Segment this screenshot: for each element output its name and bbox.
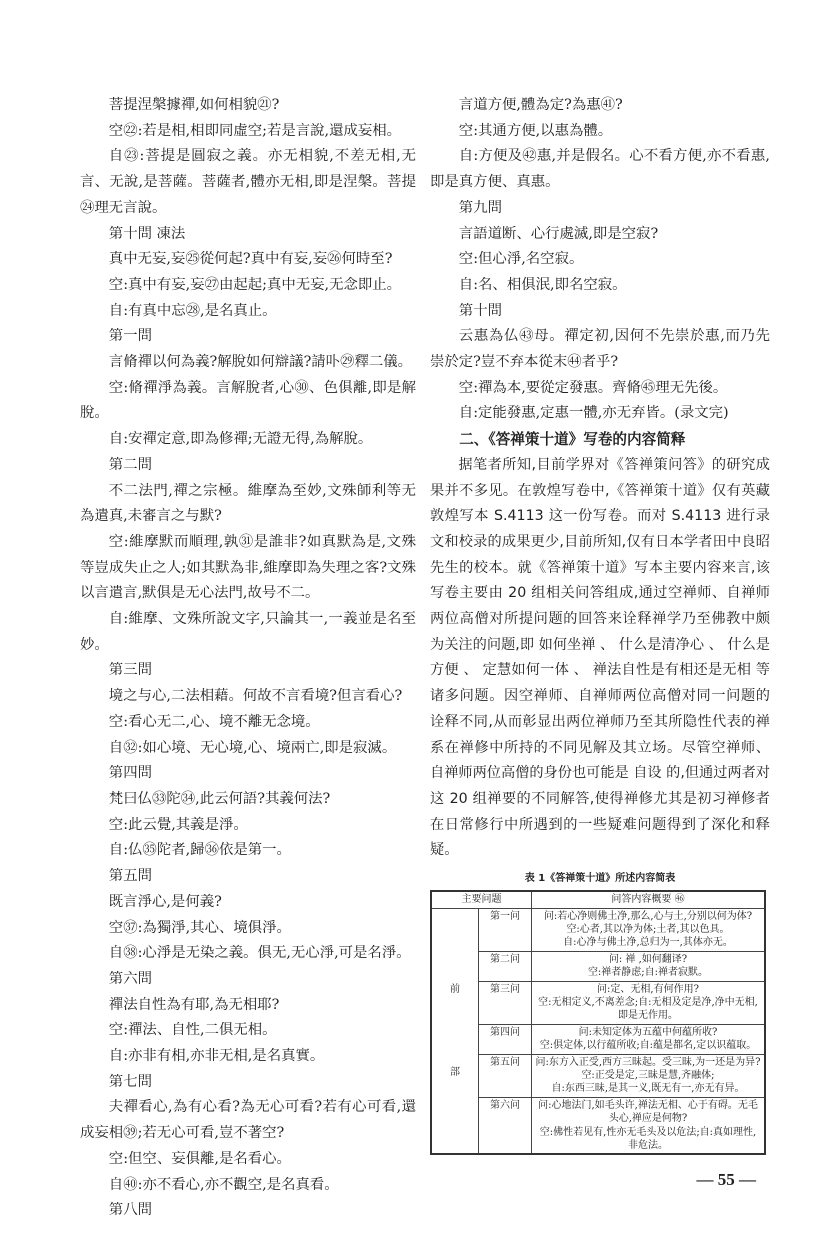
table-row — [431, 908, 765, 951]
summary-cell: 问:心地法门,如毛头许,禅法无相、心于有碍。无毛头心,禅应是何物? 空:佛性若见有,性亦无毛头及以危法;自:真如理性,非危法。 — [532, 1097, 766, 1154]
dialogue-paragraph: 空:其通方便,以惠為體。 — [458, 122, 613, 139]
right-column — [430, 93, 770, 1221]
summary-cell: 问:若心净则佛土净,那么,心与土,分别以何为体? 空:心者,其以净为体;土者,其以色具。 自:心净与佛土净,总归为一,其体亦无。 — [532, 908, 766, 951]
dialogue-paragraph: 空:但空、妄俱離,是名看心。 — [108, 1150, 291, 1167]
section-label-cell — [431, 908, 479, 1154]
question-number-cell: 第三问 — [479, 981, 532, 1024]
question-number-cell: 第六问 — [479, 1097, 532, 1154]
dialogue-paragraph: 自㉜:如心境、无心境,心、境兩亡,即是寂滅。 — [108, 739, 397, 756]
question-heading: 第五問 — [108, 868, 152, 885]
dialogue-paragraph: 空:維摩默而順理,孰㉛是誰非?如真默為是,文殊等豈成失止之人;如其默為非,維摩即為失理之客?文殊以言遣言,默俱是无心法門,故号不二。 — [80, 533, 416, 602]
dialogue-paragraph: 梵曰仏㉝陀㉞,此云何語?其義何法? — [108, 790, 331, 807]
dialogue-paragraph: 自:名、相俱泯,即名空寂。 — [458, 276, 627, 293]
dialogue-paragraph: 真中无妄,妄㉕從何起?真中有妄,妄㉖何時至? — [108, 251, 393, 268]
table-row — [431, 1054, 765, 1097]
dialogue-paragraph: 自:定能發惠,定惠一體,亦无弃皆。(录文完) — [458, 405, 729, 422]
question-number-cell: 第四问 — [479, 1024, 532, 1054]
section-label-char: 部 — [450, 1066, 460, 1078]
dialogue-paragraph: 菩提涅槃據禪,如何相貌㉑? — [108, 97, 280, 113]
dialogue-paragraph: 言脩禪以何為義?解脫如何辯議?請卟㉙釋二儀。 — [108, 354, 413, 371]
summary-cell: 问: 禅 ,如何翻译? 空:禅者静虑;自:禅者寂默。 — [532, 951, 766, 981]
table-caption: 表 1《答禅策十道》所述内容简表 — [524, 873, 676, 885]
table-row — [431, 1024, 765, 1054]
dialogue-paragraph: 自㊳:心淨是无染之義。俱无,无心淨,可是名淨。 — [108, 945, 411, 962]
question-heading: 第七問 — [108, 1073, 152, 1090]
question-heading: 第十問 — [458, 302, 502, 319]
page-number: — 55 — — [696, 1170, 756, 1190]
question-heading: 第三問 — [108, 662, 152, 679]
table-header-summary: 问答内容概要 ㊻ — [532, 891, 766, 908]
section-label-char: 前 — [450, 983, 460, 995]
dialogue-paragraph: 自:亦非有相,亦非无相,是名真實。 — [108, 1048, 325, 1065]
dialogue-paragraph: 空㉒:若是相,相即同虛空;若是言說,還成妄相。 — [108, 122, 402, 139]
dialogue-paragraph: 自:維摩、文殊所說文字,只論其一,一義並是名至妙。 — [80, 611, 416, 653]
dialogue-paragraph: 禪法自性為有耶,為无相耶? — [108, 996, 280, 1013]
dialogue-paragraph: 境之与心,二法相藉。何故不言看境?但言看心? — [108, 688, 403, 705]
dialogue-paragraph: 空:真中有妄,妄㉗由起起;真中无妄,无念即止。 — [108, 276, 402, 293]
dialogue-paragraph: 自:安禪定意,即為修禪;无證无得,為解脫。 — [108, 431, 373, 448]
dialogue-paragraph: 空:看心无二,心、境不離无念境。 — [108, 713, 320, 730]
summary-cell: 问:定、无相,有何作用? 空:无相定义,不离差念;自:无相及定是净,净中无相,即是无作用。 — [532, 981, 766, 1024]
table-row — [431, 951, 765, 981]
question-heading: 第九問 — [458, 199, 502, 216]
dialogue-paragraph: 空:但心淨,名空寂。 — [458, 251, 584, 268]
dialogue-paragraph: 言語道断、心行處滅,即是空寂? — [458, 225, 659, 242]
question-number-cell: 第一问 — [479, 908, 532, 951]
question-number-cell: 第二问 — [479, 951, 532, 981]
question-heading: 第一問 — [108, 328, 152, 345]
question-heading: 第四問 — [108, 765, 152, 782]
section-heading: 二、《答禅策十道》写卷的内容简释 — [459, 431, 686, 449]
dialogue-paragraph: 空㊲:為獨淨,其心、境俱淨。 — [108, 919, 291, 936]
dialogue-paragraph: 既言淨心,是何義? — [108, 893, 222, 910]
question-heading: 第六問 — [108, 970, 152, 987]
dialogue-paragraph: 空:禪為本,要從定發惠。齊脩㊺理无先後。 — [458, 379, 728, 396]
dialogue-paragraph: 夫禪看心,為有心看?為无心可看?若有心可看,還成妄相㊴;若无心可看,豈不著空? — [80, 1099, 416, 1142]
dialogue-paragraph: 空:脩禪淨為義。言解脫者,心㉚、色俱離,即是解脫。 — [80, 379, 416, 422]
dialogue-paragraph: 自:方便及㊷惠,并是假名。心不看方便,亦不看惠,即是真方便、真惠。 — [430, 148, 770, 191]
dialogue-paragraph: 言道方便,體為定?為惠㊶? — [458, 97, 623, 113]
question-number-cell: 第五问 — [479, 1054, 532, 1097]
summary-table — [430, 890, 766, 1155]
dialogue-paragraph: 空:禪法、自性,二俱无相。 — [108, 1022, 277, 1039]
dialogue-paragraph: 自㊵:亦不看心,亦不觀空,是名真看。 — [108, 1176, 339, 1193]
dialogue-paragraph: 云惠為仏㊸母。禪定初,因何不先崇於惠,而乃先崇於定?豈不弃本從末㊹者乎? — [430, 328, 770, 371]
table-header-topic: 主要问题 — [431, 891, 532, 908]
dialogue-paragraph: 不二法門,禪之宗極。維摩為至妙,文殊師利等无為遣真,未審言之与默? — [80, 482, 416, 525]
dialogue-paragraph: 自㉓:菩提是圓寂之義。亦无相貌,不差无相,无言、无說,是菩薩。菩薩者,體亦无相,即是涅槃。菩提㉔理无言說。 — [80, 148, 416, 216]
dialogue-continued — [430, 93, 770, 427]
question-heading: 第二問 — [108, 456, 152, 473]
dialogue-paragraph: 自:有真中忘㉘,是名真止。 — [108, 302, 277, 319]
table-row — [431, 981, 765, 1024]
dialogue-paragraph: 自:仏㉟陀者,歸㊱依是第一。 — [108, 842, 291, 859]
dialogue-paragraph: 空:此云覺,其義是淨。 — [108, 816, 248, 833]
summary-cell: 问:东方入正受,西方三昧起。受三昧,为一还是为异? 空:正受是定,三昧是慧,齐融体; 自:东西三昧,是其一义,既无有一,亦无有异。 — [532, 1054, 766, 1097]
section-body: 据笔者所知,目前学界对《答禅策问答》的研究成果并不多见。在敦煌写卷中,《答禅策十道》仅有英藏敦煌写本 S.4113 这一份写卷。而对 S.4113 进行录文和校录的成果更少,目前所知,仅有日本学者田中良昭先生的校本。就《答禅策十道》写本主要内容来言,该写卷主要由 20 组相关问答组成,通过空禅师、自禅师两位高僧对所提问题的回答来诠释禅学乃至佛教中颇为关注的问题,即 如何坐禅 、 什么是清净心 、 什么是方便 、 定慧如何一体 、 禅法自性是有相还是无相 等诸多问题。因空禅师、自禅师两位高僧对同一问题的诠释不同,从而彰显出两位禅师乃至其所隐性代表的禅系在禅修中所持的不同见解及其立场。尽管空禅师、自禅师两位高僧的身份也可能是 自设 的,但通过两者对这 20 组禅要的不同解答,使得禅修尤其是初习禅修者在日常修行中所遇到的一些疑难问题得到了深化和释疑。 — [430, 456, 770, 859]
summary-cell: 问:未知定体为五蕴中何蕴所收? 空:俱定体,以行蕴所收;自:蕴是都名,定以识蕴取。 — [532, 1024, 766, 1054]
question-heading: 第十問 凍法 — [108, 225, 186, 242]
left-column — [80, 93, 416, 1254]
table-row — [431, 1097, 765, 1154]
question-heading: 第八問 — [108, 1202, 152, 1219]
